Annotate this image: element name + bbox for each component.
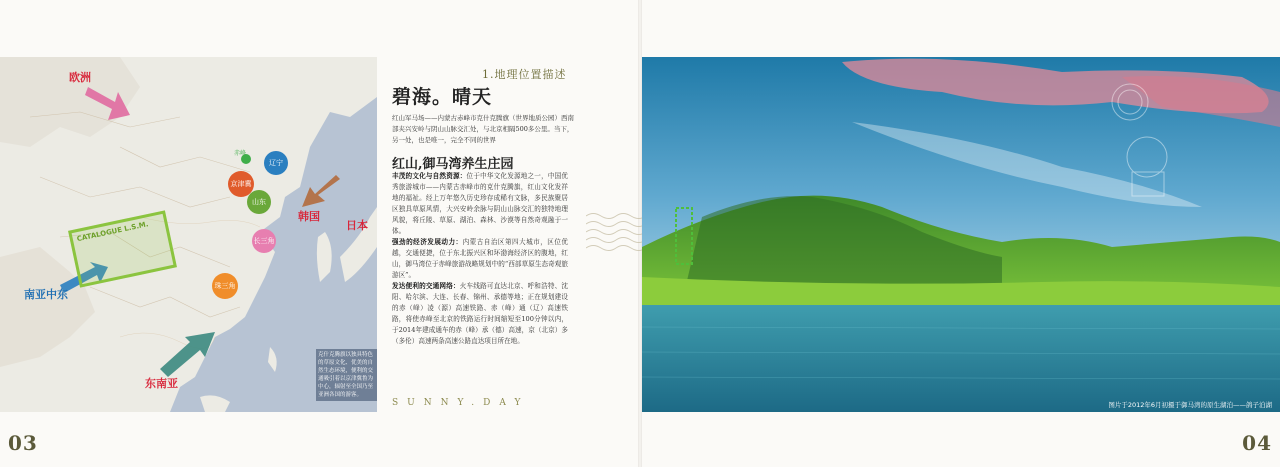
paragraph-economy	[392, 237, 568, 281]
region-label-south-asia: 南亚中东	[24, 288, 68, 301]
paragraph-text: 内蒙古自治区第四大城市，区位优越，交通便捷，位于东北振兴区和环渤海经济区的腹地，红山，御马湾位于赤峰旅游战略规划中的“西部草原生态奇观旅游区”。	[392, 238, 569, 279]
region-label-southeast-asia: 东南亚	[145, 377, 178, 390]
city-marker-changsanjiao: 长三角	[252, 229, 276, 253]
landscape-photo	[642, 57, 1280, 412]
paragraph-culture	[392, 171, 568, 237]
page-title: 碧海。晴天	[392, 86, 493, 108]
photo-graphic	[642, 57, 1280, 412]
section-label: 1.地理位置描述	[482, 68, 567, 81]
section-subtitle: 红山,御马湾养生庄园	[392, 157, 514, 172]
body-text	[392, 171, 568, 347]
paragraph-heading: 发达便利的交通网络：	[392, 282, 460, 290]
paragraph-text: 位于中华文化发源地之一，中国优秀旅游城市——内蒙古赤峰市的克什克腾旗，红山文化发祥地的福祉。经上万年悠久历史珍存成稀有文脉，多民族聚居区独具草原风情，大兴安岭余脉与阴山山脉交汇的独特地理风貌，将丘陵、草原、湖泊、森林、沙漠等自然奇观融于一体。	[392, 172, 569, 235]
region-label-korea: 韩国	[298, 210, 320, 223]
left-page	[0, 0, 638, 467]
sunny-day-tagline: SUNNY.DAY	[392, 398, 530, 408]
postmark-waves	[586, 206, 646, 256]
paragraph-text: 火车线路可直达北京、呼和浩特、沈阳、哈尔滨、大连、长春、锦州、承德等地；正在规划建设的赤（峰）凌（源）高速铁路、赤（峰）通（辽）高速铁路，将使赤峰至北京的铁路运行时间缩短至100分钟以内，于2014年建成通车的赤（峰）承（德）高速，京（北京）多（多伦）高速两条高速公路直达项目所在地。	[392, 282, 569, 345]
city-label-chifeng: 赤峰	[234, 150, 247, 157]
paragraph-transport	[392, 281, 568, 347]
city-marker-jingjinji: 京津冀	[228, 171, 254, 197]
paragraph-heading: 丰茂的文化与自然资源：	[392, 172, 467, 180]
location-map	[0, 57, 377, 412]
city-marker-zhusanjiao: 珠三角	[212, 273, 238, 299]
green-stamp	[674, 206, 694, 266]
paragraph-heading: 强劲的经济发展动力：	[392, 238, 463, 246]
page-number-right: 04	[1242, 431, 1272, 455]
region-label-europe: 欧洲	[69, 71, 91, 84]
photo-caption: 图片于2012年6月初摄于御马湾的原生湖泊——鸽子泊湖	[1108, 401, 1272, 409]
intro-paragraph: 红山军马场——内蒙古赤峰市克什克腾旗（世界地质公园）西南部夹兴安岭与阴山山脉交汇处，与北京相隔500多公里。当下，另一处，也是唯一，完全不同的世界	[392, 114, 574, 144]
city-marker-shandong: 山东	[247, 190, 271, 214]
city-marker-liaoning: 辽宁	[264, 151, 288, 175]
region-label-japan: 日本	[346, 219, 368, 232]
page-number-left: 03	[8, 431, 38, 455]
stamp-text: CATALOGUE L.S.M.	[76, 220, 150, 244]
map-note: 克什克腾旗以独具特色的草原文化、优美的自然生态环境，便利的交通吸引着以京津冀鲁为中心，辐射至全国乃至亚洲各国的游客。	[316, 349, 377, 401]
